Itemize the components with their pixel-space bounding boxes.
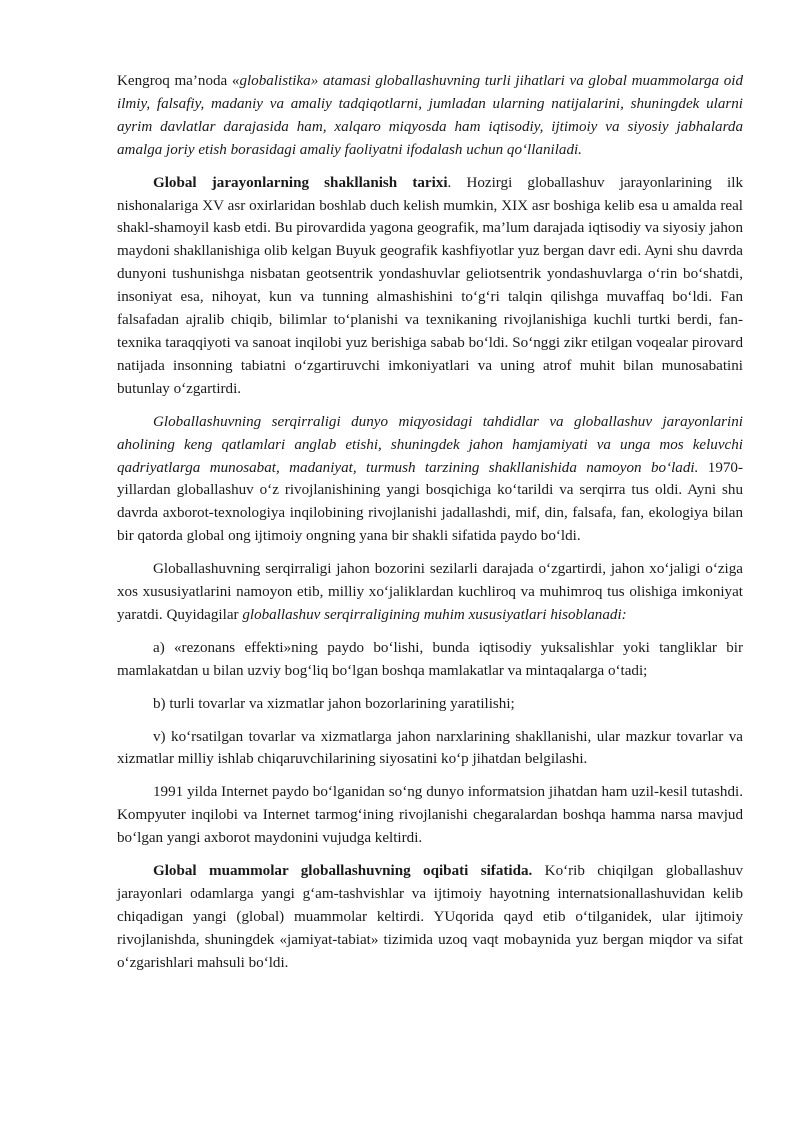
italic-text-run: Globallashuvning serqirraligi dunyo miqyosidagi tahdidlar va globallashuv jarayonlarini aholining keng qatlamlari anglab etishi, shuningdek jahon hamjamiyati va unga mos keluvchi qadriyatlarga munosabat, madaniyat, turmush tarzining shakllanishida namoyon bo‘ladi. [117,413,743,476]
paragraph-internet [117,781,743,850]
paragraph-world-market [117,558,743,627]
list-item-a [117,637,743,683]
list-item-v [117,726,743,772]
italic-text-run: globallashuv serqirraligining muhim xususiyatlari hisoblanadi: [242,606,627,623]
paragraph-globalistika-definition [117,70,743,162]
list-item-b [117,693,743,716]
paragraph-global-problems [117,860,743,975]
text-run: Kengroq ma’noda « [117,73,240,89]
text-run: 1991 yilda Internet paydo bo‘lganidan so‘ng dunyo informatsion jihatdan ham uzil-kesil tutashdi. Kompyuter inqilobi va Internet tarmog‘ining rivojlanishi chegaralardan boshqa hamma narsa mavjud bo‘lgan yangi axborot maydonini vujudga keltirdi. [117,784,743,847]
text-run: b) turli tovarlar va xizmatlar jahon bozorlarining yaratilishi; [153,695,515,712]
paragraph-multifaceted-globalization [117,411,743,548]
document-page [117,70,743,985]
italic-text-run: globalistika» atamasi globallashuvning turli jihatlari va global muammolarga oid ilmiy, falsafiy, madaniy va amaliy tadqiqotlarni, jumladan ularning natijalarini, shuningdek ularni ayrim davlatlar darajasida ham, xalqaro miqyosda ham iqtisodiy, ijtimoiy va siyosiy jabhalarda amalga joriy etish borasidagi amaliy faoliyatni ifodalash uchun qo‘llaniladi. [117,73,743,158]
text-run: Ko‘rib chiqilgan globallashuv jarayonlari odamlarga yangi g‘am-tashvishlar va ijtimoiy hayotning internatsionallashuvidan kelib chiqadigan yangi (global) muammolar keltirdi. YUqorida qayd etib o‘tilganidek, ular ijtimoiy rivojlanishda, shuningdek «jamiyat-tabiat» tizimida uzoq vaqt mobaynida yuz bergan miqdor va sifat o‘zgarishlari mahsuli bo‘ldi. [117,863,743,971]
section-heading-global-problems: Global muammolar globallashuvning oqibati sifatida. [153,863,533,880]
text-run: a) «rezonans effekti»ning paydo bo‘lishi, bunda iqtisodiy yuksalishlar yoki tangliklar bir mamlakatdan u bilan uzviy bog‘liq bo‘lgan boshqa mamlakatlar va mintaqalarga o‘tadi; [117,639,743,679]
paragraph-formation-history [117,172,743,401]
text-run: Globallashuvning serqirraligi jahon bozorini sezilarli darajada o‘zgartirdi, jahon xo‘jaligi o‘ziga xos xususiyatlarini namoyon etib, milliy xo‘jaliklardan kuchliroq va muhimroq tus olishiga imkoniyat yaratdi. Quyidagilar [117,561,743,623]
text-run: 1970-yillardan globallashuv o‘z rivojlanishining yangi bosqichiga ko‘tarildi va serqirra tus oldi. Ayni shu davrda axborot-texnologiya inqilobining rivojlanishi jadallashdi, mif, din, falsafa, fan, ekologiya bilan bir qatorda global ong ijtimoiy ongning yana bir shakli sifatida paydo bo‘ldi. [117,459,743,545]
section-heading-formation-history: Global jarayonlarning shakllanish tarixi [153,174,448,191]
text-run: . Hozirgi globallashuv jarayonlarining ilk nishonalariga XV asr oxirlaridan boshlab duch kelish mumkin, XIX asr boshiga kelib esa u amalda real shakl-shamoyil kasb etdi. Bu pirovardida yagona geografik, ma’lum darajada iqtisodiy va siyosiy jahon maydoni shakllanishiga olib kelgan Buyuk geografik kashfiyotlar yuz bergan davr edi. Ayni shu davrda dunyoni tushunishga nisbatan geotsentrik yondashuvlar geliotsentrik yondashuvlarga o‘rin bo‘shatdi, insoniyat esa, nihoyat, kun va tunning almashishini to‘g‘ri talqin qilishga muvaffaq bo‘ldi. Fan falsafadan ajralib chiqib, bilimlar to‘planishi va texnikaning rivojlanishiga kuchli turtki berdi, fan-texnika taraqqiyoti va sanoat inqilobi yuz berishiga sabab bo‘ldi. So‘nggi zikr etilgan voqealar pirovard natijada insonning tabiatni o‘zgartiruvchi imkoniyatlari va uning atrof muhit bilan munosabatini butunlay o‘zgartirdi. [117,174,743,397]
text-run: v) ko‘rsatilgan tovarlar va xizmatlarga jahon narxlarining shakllanishi, ular mazkur tovarlar va xizmatlar milliy ishlab chiqaruvchilarining siyosatini ko‘p jihatdan belgilashi. [117,728,743,768]
